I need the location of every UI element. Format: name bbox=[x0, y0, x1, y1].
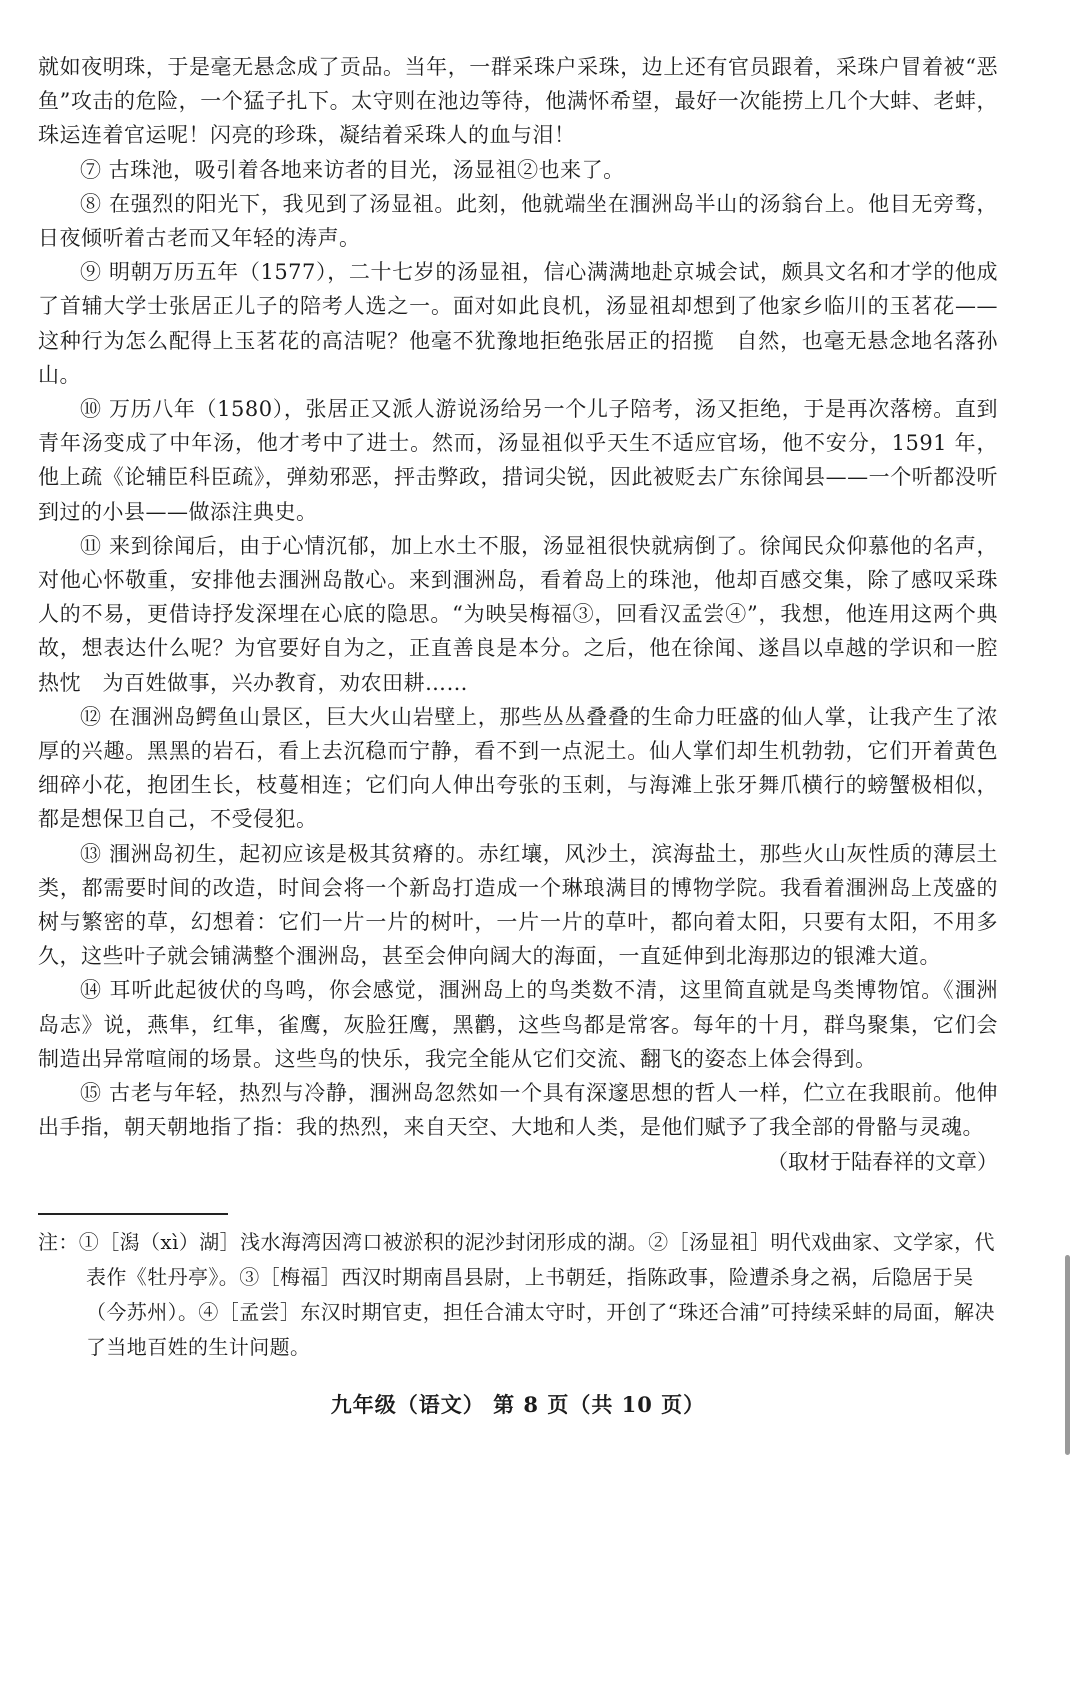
paragraph-14: ⑭ 耳听此起彼伏的鸟鸣，你会感觉，涠洲岛上的鸟类数不清，这里简直就是鸟类博物馆。《涠洲岛志》说，燕隼，红隼，雀鹰，灰脸狂鹰，黑鹳，这些鸟都是常客。每年的十月，群鸟聚集，它们会制造出异常喧闹的场景。这些鸟的快乐，我完全能从它们交流、翻飞的姿态上体会得到。 bbox=[38, 978, 998, 1071]
footnotes: 注：①［潟（xì）湖］浅水海湾因湾口被淤积的泥沙封闭形成的湖。②［汤显祖］明代戏曲家、文学家，代表作《牡丹亭》。③［梅福］西汉时期南昌县尉，上书朝廷，指陈政事，险遭杀身之祸，后隐居于吴（今苏州）。④［孟尝］东汉时期官吏，担任合浦太守时，开创了“珠还合浦”可持续采蚌的局面，解决了当地百姓的生计问题。 bbox=[38, 1229, 995, 1359]
paragraph-9: ⑨ 明朝万历五年（1577），二十七岁的汤显祖，信心满满地赴京城会试，颇具文名和才学的他成了首辅大学士张居正儿子的陪考人选之一。面对如此良机，汤显祖却想到了他家乡临川的玉茗花——这种行为怎么配得上玉茗花的高洁呢？他毫不犹豫地拒绝张居正的招揽 自然，也毫无悬念地名落孙山。 bbox=[38, 260, 998, 387]
paragraph-6-continued: 就如夜明珠，于是毫无悬念成了贡品。当年，一群采珠户采珠，边上还有官员跟着，采珠户冒着被“恶鱼”攻击的危险，一个猛子扎下。太守则在池边等待，他满怀希望，最好一次能捞上几个大蚌、老蚌，珠运连着官运呢！闪亮的珍珠，凝结着采珠人的血与泪！ bbox=[38, 55, 998, 148]
paragraph-8: ⑧ 在强烈的阳光下，我见到了汤显祖。此刻，他就端坐在涠洲岛半山的汤翁台上。他目无旁骛，日夜倾听着古老而又年轻的涛声。 bbox=[38, 191, 998, 251]
page-footer: 九年级（语文） 第 8 页（共 10 页） bbox=[330, 1391, 706, 1417]
paragraph-15: ⑮ 古老与年轻，热烈与冷静，涠洲岛忽然如一个具有深邃思想的哲人一样，伫立在我眼前。他伸出手指，朝天朝地指了指：我的热烈，来自天空、大地和人类，是他们赋予了我全部的骨骼与灵魂。 bbox=[38, 1081, 998, 1140]
paragraph-13: ⑬ 涠洲岛初生，起初应该是极其贫瘠的。赤红壤，风沙土，滨海盐土，那些火山灰性质的薄层土类，都需要时间的改造，时间会将一个新岛打造成一个琳琅满目的博物学院。我看着涠洲岛上茂盛的树与繁密的草，幻想着：它们一片一片的树叶，一片一片的草叶，都向着太阳，只要有太阳，不用多久，这些叶子就会铺满整个涠洲岛，甚至会伸向阔大的海面，一直延伸到北海那边的银滩大道。 bbox=[38, 841, 998, 969]
paragraph-12: ⑫ 在涠洲岛鳄鱼山景区，巨大火山岩壁上，那些丛丛叠叠的生命力旺盛的仙人掌，让我产生了浓厚的兴趣。黑黑的岩石，看上去沉稳而宁静，看不到一点泥土。仙人掌们却生机勃勃，它们开着黄色细碎小花，抱团生长，枝蔓相连；它们向人伸出夸张的玉刺，与海滩上张牙舞爪横行的螃蟹极相似，都是想保卫自己，不受侵犯。 bbox=[38, 704, 998, 832]
paragraph-7: ⑦ 古珠池，吸引着各地来访者的目光，汤显祖②也来了。 bbox=[80, 157, 625, 182]
scrollbar[interactable] bbox=[1065, 1255, 1070, 1455]
article-source: （取材于陆春祥的文章） bbox=[767, 1149, 998, 1174]
exam-page bbox=[38, 50, 998, 1419]
paragraph-10: ⑩ 万历八年（1580），张居正又派人游说汤给另一个儿子陪考，汤又拒绝，于是再次落榜。直到青年汤变成了中年汤，他才考中了进士。然而，汤显祖似乎天生不适应官场，他不安分，1591 年，他上疏《论辅臣科臣疏》，弹劾邪恶，抨击弊政，措词尖锐，因此被贬去广东徐闻县——一个听都没听到过的小县——做添注典史。 bbox=[38, 397, 998, 524]
paragraph-11: ⑪ 来到徐闻后，由于心情沉郁，加上水土不服，汤显祖很快就病倒了。徐闻民众仰慕他的名声，对他心怀敬重，安排他去涠洲岛散心。来到涠洲岛，看着岛上的珠池，他却百感交集，除了感叹采珠人的不易，更借诗抒发深埋在心底的隐思。“为映吴梅福③，回看汉孟尝④”，我想，他连用这两个典故，想表达什么呢？为官要好自为之，正直善良是本分。之后，他在徐闻、遂昌以卓越的学识和一腔热忱 为百姓做事，兴办教育，劝农田耕…… bbox=[38, 533, 998, 695]
footnote-divider bbox=[38, 1213, 228, 1215]
